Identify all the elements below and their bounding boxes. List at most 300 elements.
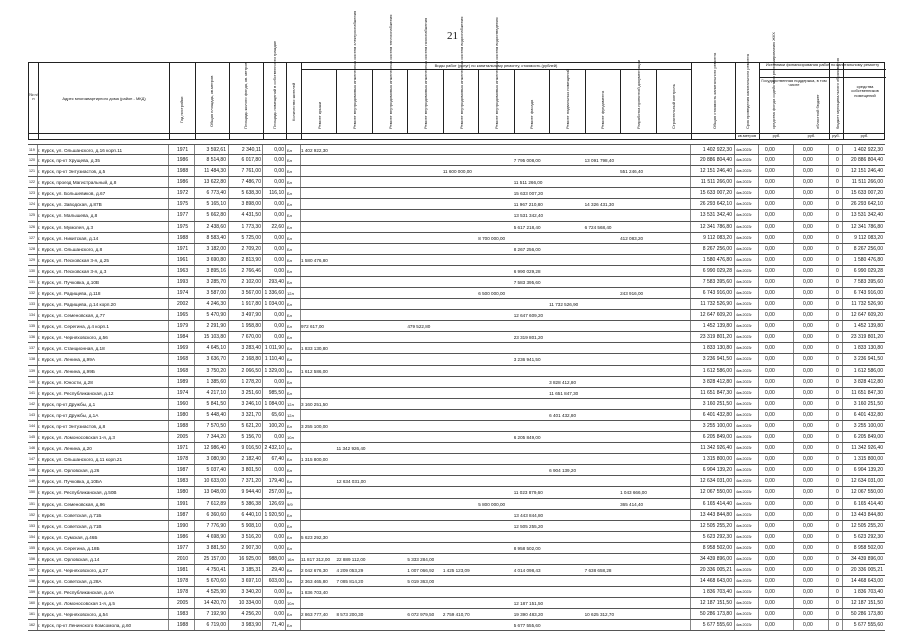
row-regional-budget: 0,00 [803, 467, 813, 474]
page-number: 21 [447, 30, 458, 42]
row-address: г. Курск, пр-кт Дружбы, д.1 [38, 401, 96, 407]
row-residents: Бл [287, 346, 292, 352]
row-area-living: 4 431,50 [241, 212, 261, 219]
row-owners-funds: 50 286 173,80 [851, 611, 883, 618]
table-row [28, 499, 885, 510]
row-total-cost: 12 647 609,20 [700, 312, 732, 319]
row-deadline: 4кв.2023г [736, 235, 752, 240]
row-deadline: 4кв.2023г [736, 523, 752, 528]
row-fund: 0,00 [765, 445, 775, 452]
row-address: г. Курск, ул. Радищева, д.14 корп.20 [38, 302, 116, 308]
row-address: г. Курск, ул. Мумолея, д.3 [38, 224, 94, 230]
row-area-private: 1 084,00 [264, 400, 284, 407]
table-row [28, 377, 885, 388]
header-work-type: Ремонт фасада [529, 99, 535, 129]
row-work-cost: 5 623 292,30 [301, 534, 328, 540]
row-area-private: 100,20 [268, 422, 284, 429]
row-work-cost: 3 160 251,50 [301, 401, 328, 407]
row-residents: 12л [287, 291, 294, 297]
row-regional-budget: 0,00 [803, 278, 813, 285]
table-row [28, 266, 885, 277]
row-fund: 0,00 [765, 201, 775, 208]
row-number: 154 [29, 534, 35, 539]
row-work-cost: 13 091 798,40 [584, 158, 615, 164]
row-residents: Бл [287, 457, 292, 463]
row-address: г. Курск, ул. Юности, д.28 [38, 379, 93, 385]
row-total-cost: 1 833 130,80 [702, 345, 732, 352]
row-total-cost: 1 580 476,80 [702, 256, 732, 263]
row-work-cost: 5 333 284,00 [407, 556, 435, 562]
row-year: 1965 [177, 312, 189, 319]
row-owners-funds: 11 732 526,90 [851, 301, 883, 308]
header-work-type: Ремонт внутридомовых инженерных систем электроснабжения [352, 10, 358, 129]
row-total-cost: 5 623 292,30 [702, 533, 732, 540]
row-year: 1983 [177, 611, 189, 618]
table-row [28, 188, 885, 199]
row-area-total: 8 514,80 [206, 157, 226, 164]
row-local-budget: 0 [836, 467, 839, 474]
row-area-total: 3 895,16 [206, 267, 226, 274]
header-total: Общая стоимость капитального ремонта [712, 52, 717, 129]
row-work-cost: 13 443 844,80 [513, 512, 544, 518]
row-work-cost: 8 958 502,00 [513, 545, 541, 551]
row-year: 1983 [177, 478, 189, 485]
row-total-cost: 34 439 896,00 [700, 555, 732, 562]
row-owners-funds: 12 151 246,40 [851, 168, 883, 175]
row-residents: Бл [287, 368, 292, 374]
row-work-cost: 1 836 703,40 [301, 590, 328, 596]
row-area-living: 3 983,90 [241, 622, 261, 629]
row-area-private: 29,40 [271, 566, 284, 573]
row-area-total: 3 592,61 [206, 147, 226, 153]
row-regional-budget: 0,00 [803, 179, 813, 186]
table-row [28, 410, 885, 421]
row-number: 122 [29, 180, 35, 185]
row-area-total: 15 103,80 [203, 334, 226, 341]
table-row [28, 454, 885, 465]
row-work-cost: 2 363 465,80 [301, 579, 328, 585]
row-area-total: 5 670,60 [206, 578, 226, 585]
row-owners-funds: 13 531 342,40 [851, 212, 883, 219]
row-number: 142 [29, 401, 35, 406]
row-total-cost: 6 205 849,00 [702, 434, 732, 441]
row-deadline: 4кв.2023г [736, 534, 752, 539]
row-work-cost: 13 531 342,40 [513, 213, 544, 219]
row-total-cost: 3 160 251,50 [702, 400, 732, 407]
row-owners-funds: 12 187 151,50 [851, 600, 883, 607]
header-work-type: Ремонт внутридомовых инженерных систем газоснабжения [423, 17, 429, 129]
row-number: 125 [29, 213, 35, 218]
row-number: 157 [29, 567, 35, 572]
row-work-cost: 1 007 066,92 [407, 567, 435, 573]
row-owners-funds: 1 612 586,00 [853, 367, 883, 374]
row-regional-budget: 0,00 [803, 422, 813, 429]
row-number: 135 [29, 324, 35, 329]
row-residents: Бл [287, 268, 292, 274]
row-year: 1987 [177, 467, 189, 474]
row-deadline: 4кв.2023г [736, 257, 752, 262]
row-area-living: 3 697,10 [241, 578, 261, 585]
row-regional-budget: 0,00 [803, 589, 813, 596]
row-residents: 9/9 [287, 501, 293, 507]
row-deadline: 4кв.2023г [736, 512, 752, 517]
row-number: 119 [29, 148, 35, 152]
row-deadline: 4кв.2023г [736, 213, 752, 218]
row-fund: 0,00 [765, 478, 775, 485]
row-owners-funds: 6 401 432,80 [853, 411, 883, 418]
row-number: 130 [29, 268, 35, 273]
row-fund: 0,00 [765, 578, 775, 585]
row-area-living: 5 638,30 [241, 190, 261, 197]
row-number: 128 [29, 246, 35, 251]
row-fund: 0,00 [765, 267, 775, 274]
row-area-private: 2 432,10 [264, 445, 284, 452]
row-work-cost: 12 187 151,50 [513, 601, 544, 607]
row-deadline: 4кв.2023г [736, 601, 752, 606]
table-row [28, 343, 885, 354]
row-regional-budget: 0,00 [803, 611, 813, 618]
row-area-total: 6 719,00 [206, 622, 226, 629]
row-year: 1969 [177, 345, 189, 352]
row-address: г. Курск, ул. Никитская, д.14 [38, 235, 99, 241]
row-fund: 0,00 [765, 190, 775, 197]
row-area-private: 0,00 [274, 589, 284, 596]
row-number: 148 [29, 468, 35, 473]
row-number: 161 [29, 612, 35, 617]
row-owners-funds: 11 511 266,00 [851, 179, 883, 186]
row-address: г. Курск, ул. Серегина, д.4 корп.1 [38, 324, 109, 330]
row-year: 1986 [177, 533, 189, 540]
row-address: г. Курск, ул. Советская, д.71Б [38, 512, 102, 518]
row-area-private: 1 920,50 [264, 511, 284, 518]
row-local-budget: 0 [836, 323, 839, 330]
row-fund: 0,00 [765, 600, 775, 607]
row-local-budget: 0 [836, 267, 839, 274]
row-work-cost: 365 414,40 [620, 501, 644, 507]
row-address: г. Курск, ул. Советская, д.28А [38, 579, 102, 585]
row-residents: Бл [287, 523, 292, 529]
row-work-cost: 972 617,00 [301, 324, 324, 330]
row-deadline: 4кв.2023г [736, 180, 752, 185]
table-row [28, 543, 885, 554]
row-number: 138 [29, 357, 35, 362]
row-total-cost: 23 319 801,20 [700, 334, 732, 341]
row-regional-budget: 0,00 [803, 223, 813, 230]
row-local-budget: 0 [836, 434, 839, 441]
row-local-budget: 0 [836, 223, 839, 230]
unit-label: руб. [860, 133, 869, 138]
row-work-cost: 23 319 801,20 [513, 335, 544, 341]
row-number: 131 [29, 279, 35, 284]
row-owners-funds: 6 904 139,20 [853, 467, 883, 474]
row-residents: 12л [287, 401, 294, 407]
row-address: г. Курск, пр-кт Энтузиастов, д.8 [38, 423, 106, 429]
row-owners-funds: 1 315 800,00 [853, 456, 883, 463]
row-fund: 0,00 [765, 389, 775, 396]
row-fund: 0,00 [765, 334, 775, 341]
row-area-living: 6 440,10 [241, 511, 261, 518]
row-local-budget: 0 [836, 256, 839, 263]
row-year: 1991 [177, 500, 189, 507]
row-fund: 0,00 [765, 500, 775, 507]
row-local-budget: 0 [836, 190, 839, 197]
row-area-living: 5 725,00 [241, 234, 261, 241]
row-number: 146 [29, 446, 35, 451]
table-row [28, 310, 885, 321]
row-fund: 0,00 [765, 367, 775, 374]
row-regional-budget: 0,00 [803, 245, 813, 252]
row-local-budget: 0 [836, 356, 839, 363]
row-area-private: 0,00 [274, 179, 284, 186]
header-area-living: Площадь жилого фонда, кв. метров [243, 62, 248, 129]
row-area-total: 13 622,80 [203, 179, 226, 186]
row-regional-budget: 0,00 [803, 212, 813, 219]
row-local-budget: 0 [836, 389, 839, 396]
table-row [28, 532, 885, 543]
row-owners-funds: 23 319 801,20 [851, 334, 883, 341]
row-area-living: 3 340,20 [241, 589, 261, 596]
row-residents: Бл [287, 623, 292, 629]
row-area-private: 0,00 [274, 600, 284, 607]
row-area-living: 1 917,80 [241, 301, 261, 308]
row-residents: Бл [287, 302, 292, 308]
row-work-cost: 22 889 112,00 [336, 556, 366, 562]
row-regional-budget: 0,00 [803, 256, 813, 263]
row-area-total: 11 484,30 [204, 168, 226, 175]
row-area-private: 257,00 [268, 489, 284, 496]
row-total-cost: 20 886 804,40 [700, 157, 732, 164]
row-work-cost: 7 085 814,20 [336, 579, 364, 585]
row-year: 1975 [177, 223, 189, 230]
row-number: 132 [29, 291, 35, 296]
row-regional-budget: 0,00 [803, 456, 813, 463]
row-residents: 10л [287, 601, 294, 607]
row-work-cost: 11 732 526,90 [549, 302, 579, 308]
row-owners-funds: 12 647 609,20 [851, 312, 883, 319]
row-area-total: 7 192,90 [206, 611, 226, 618]
row-total-cost: 12 067 550,00 [700, 489, 732, 496]
row-fund: 0,00 [765, 555, 775, 562]
row-owners-funds: 11 342 926,40 [851, 445, 883, 452]
row-area-living: 2 182,40 [241, 456, 261, 463]
row-number: 140 [29, 379, 35, 384]
header-state-support: Государственная поддержка, в том числе [761, 78, 827, 88]
row-work-cost: 479 522,80 [407, 324, 431, 330]
row-area-private: 0,00 [274, 522, 284, 529]
row-work-cost: 11 967 210,80 [513, 202, 543, 208]
row-local-budget: 0 [836, 179, 839, 186]
row-regional-budget: 0,00 [803, 234, 813, 241]
row-deadline: 4кв.2023г [736, 401, 752, 406]
header-deadline: Срок проведения капитального ремонта [745, 54, 750, 129]
row-work-cost: 8 573 200,30 [336, 612, 364, 618]
row-address: г. Курск, ул. Ломоносовская 1-я, д.5 [38, 601, 116, 607]
row-area-living: 3 251,60 [241, 389, 261, 396]
row-deadline: 4кв.2023г [736, 590, 752, 595]
row-residents: Бл [287, 468, 292, 474]
row-owners-funds: 3 828 412,80 [853, 378, 883, 385]
row-regional-budget: 0,00 [803, 301, 813, 308]
row-area-living: 1 773,30 [241, 223, 261, 230]
row-local-budget: 0 [836, 168, 839, 175]
header-work-type: Ремонт внутридомовых инженерных систем водоотведения [494, 17, 499, 129]
row-number: 150 [29, 490, 35, 495]
row-fund: 0,00 [765, 157, 775, 164]
row-address: г. Курск, ул. Семеновская, д.96 [38, 501, 105, 507]
row-residents: Бл [287, 148, 292, 153]
header-work-group: Виды работ (услуг) по капитальному ремонту, стоимость (рублей) [434, 63, 558, 68]
row-work-cost: 7 638 658,28 [584, 567, 612, 573]
row-work-cost: 10 625 312,70 [584, 612, 615, 618]
row-deadline: 4кв.2023г [736, 390, 752, 395]
row-total-cost: 3 236 941,50 [702, 356, 732, 363]
row-address: г. Курск, ул. Ольшанского, д.8 [38, 246, 103, 252]
table-row [28, 399, 885, 410]
row-area-total: 3 285,70 [206, 278, 226, 285]
table-row [28, 199, 885, 210]
row-address: г. Курск, ул. Песковская 3-я, д.25 [38, 257, 109, 263]
row-total-cost: 12 151 246,40 [700, 168, 732, 175]
row-residents: Бл [287, 191, 292, 197]
row-area-living: 2 709,20 [241, 245, 261, 252]
row-fund: 0,00 [765, 345, 775, 352]
row-number: 133 [29, 302, 35, 307]
table-row [28, 210, 885, 221]
row-year: 1968 [177, 356, 189, 363]
row-residents: Бл [287, 590, 292, 596]
unit-label: руб. [772, 133, 781, 138]
table-row [28, 476, 885, 487]
row-area-living: 5 621,20 [241, 422, 261, 429]
row-address: г. Курск, ул. Пучковка, д.10В [38, 279, 100, 285]
row-work-cost: 3 255 100,00 [301, 423, 328, 429]
table-row [28, 421, 885, 432]
row-address: г. Курск, ул. Ленина, д.99Б [38, 368, 95, 374]
row-address: г. Курск, ул. Советская, д.71В [38, 523, 102, 529]
row-deadline: 4кв.2023г [736, 246, 752, 251]
row-owners-funds: 12 067 550,00 [851, 489, 883, 496]
row-year: 1960 [177, 400, 189, 407]
row-local-budget: 0 [836, 544, 839, 551]
row-address: г. Курск, ул. Ольшанского, д.16 корп.11 [38, 148, 123, 153]
header-finance-group: Источники финансирования работ по капитальному ремонту [765, 62, 880, 67]
row-year: 1971 [177, 147, 189, 153]
row-year: 1978 [177, 456, 189, 463]
row-local-budget: 0 [836, 400, 839, 407]
row-owners-funds: 14 468 643,00 [851, 578, 883, 585]
row-work-cost: 11 023 879,60 [513, 490, 543, 496]
row-local-budget: 0 [836, 301, 839, 308]
row-area-living: 5 156,70 [241, 434, 261, 441]
row-residents: Бл [287, 158, 292, 164]
row-regional-budget: 0,00 [803, 522, 813, 529]
row-deadline: 4кв.2023г [736, 224, 752, 229]
row-area-living: 2 340,11 [241, 147, 261, 153]
row-area-total: 4 698,90 [206, 533, 226, 540]
row-deadline: 4кв.2023г [736, 346, 752, 351]
row-total-cost: 6 990 029,28 [702, 267, 732, 274]
row-local-budget: 0 [836, 422, 839, 429]
row-regional-budget: 0,00 [803, 400, 813, 407]
row-address: г. Курск, ул. Республиканская, д.50В [38, 490, 117, 496]
row-area-total: 13 048,00 [203, 489, 226, 496]
table-row [28, 576, 885, 587]
row-owners-funds: 26 293 642,10 [851, 201, 883, 208]
row-work-cost: 11 342 926,40 [336, 446, 366, 452]
table-row [28, 388, 885, 399]
row-fund: 0,00 [765, 223, 775, 230]
row-owners-funds: 20 336 005,21 [851, 566, 883, 573]
row-area-private: 1 011,90 [264, 345, 284, 352]
table-row [28, 288, 885, 299]
row-area-living: 7 761,00 [241, 168, 261, 175]
row-total-cost: 1 612 586,00 [702, 367, 732, 374]
row-total-cost: 11 732 526,90 [700, 301, 732, 308]
row-local-budget: 0 [836, 345, 839, 352]
row-regional-budget: 0,00 [803, 201, 813, 208]
row-fund: 0,00 [765, 511, 775, 518]
row-owners-funds: 3 236 941,50 [853, 356, 883, 363]
row-total-cost: 11 342 926,40 [700, 445, 732, 452]
row-local-budget: 0 [836, 157, 839, 164]
row-work-cost: 3 828 412,80 [549, 379, 576, 385]
row-work-cost: 6 072 979,50 [407, 612, 435, 618]
header-no: № п/п [29, 92, 38, 102]
row-owners-funds: 8 958 502,00 [853, 544, 883, 551]
row-area-living: 3 321,70 [241, 411, 261, 418]
row-fund: 0,00 [765, 456, 775, 463]
row-area-total: 25 157,00 [203, 555, 226, 562]
row-deadline: 4кв.2023г [736, 335, 752, 340]
row-area-living: 6 017,80 [241, 157, 261, 164]
row-number: 144 [29, 423, 35, 428]
row-area-total: 1 385,60 [206, 378, 226, 385]
row-year: 1979 [177, 323, 189, 330]
row-residents: Бл [287, 390, 292, 396]
row-work-cost: 1 612 586,00 [301, 368, 328, 374]
row-work-cost: 5 019 363,00 [407, 579, 435, 585]
row-fund: 0,00 [765, 467, 775, 474]
row-area-total: 12 986,40 [203, 445, 226, 452]
row-work-cost: 6 990 029,28 [513, 268, 541, 274]
row-local-budget: 0 [836, 555, 839, 562]
row-owners-funds: 9 112 083,20 [854, 234, 883, 241]
row-owners-funds: 11 651 847,30 [851, 389, 883, 396]
row-fund: 0,00 [765, 589, 775, 596]
row-area-total: 14 420,70 [203, 600, 226, 607]
row-area-private: 0,00 [274, 157, 284, 164]
row-total-cost: 1 402 922,30 [702, 147, 732, 153]
row-local-budget: 0 [836, 566, 839, 573]
row-address: г. Курск, пр-кт Хрущева, д.35 [38, 158, 100, 164]
row-work-cost: 1 043 666,00 [620, 490, 647, 496]
row-address: г. Курск, ул. Семеновская, д.77 [38, 313, 105, 319]
row-area-total: 5 470,90 [206, 312, 226, 319]
row-area-total: 3 881,50 [206, 544, 226, 551]
row-area-private: 0,00 [274, 212, 284, 219]
row-residents: Бл [287, 202, 292, 208]
row-fund: 0,00 [765, 245, 775, 252]
row-total-cost: 15 633 007,20 [700, 190, 732, 197]
row-area-private: 0,00 [274, 544, 284, 551]
row-deadline: 4кв.2023г [736, 268, 752, 273]
row-work-cost: 5 677 555,60 [513, 623, 541, 629]
row-total-cost: 13 531 342,40 [700, 212, 732, 219]
row-local-budget: 0 [836, 367, 839, 374]
row-area-total: 7 344,20 [206, 434, 226, 441]
row-address: г. Курск, ул. Ленина, д.20 [38, 446, 92, 452]
row-deadline: 4кв.2023г [736, 567, 752, 572]
